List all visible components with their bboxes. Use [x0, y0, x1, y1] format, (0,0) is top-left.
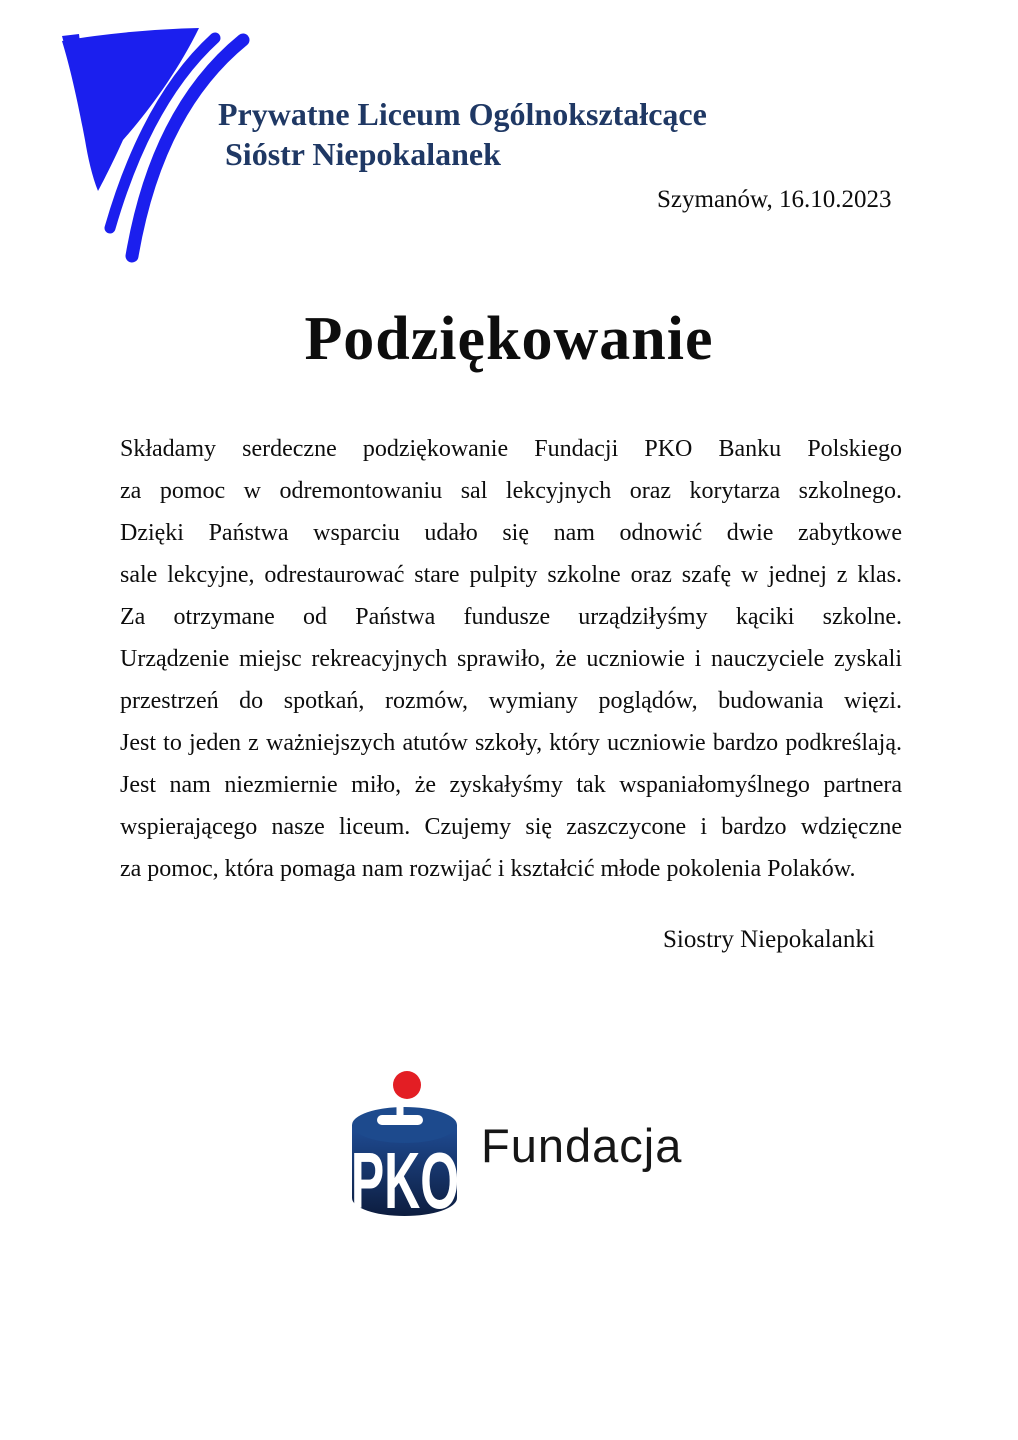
pko-fundacja-logo: [345, 1052, 745, 1226]
body-line: wspierającego nasze liceum. Czujemy się zaszczycone i bardzo wdzięczne: [120, 814, 902, 840]
body-line: sale lekcyjne, odrestaurować stare pulpity szkolne oraz szafę w jednej z klas.: [120, 562, 902, 588]
body-line: za pomoc w odremontowaniu sal lekcyjnych oraz korytarza szkolnego.: [120, 478, 902, 504]
signature: Siostry Niepokalanki: [663, 926, 875, 953]
coin-drop-notch: [397, 1101, 404, 1117]
coin-icon: [393, 1071, 421, 1099]
school-name-line1: Prywatne Liceum Ogólnokształcące: [218, 96, 707, 132]
body-line: przestrzeń do spotkań, rozmów, wymiany poglądów, budowania więzi.: [120, 688, 902, 714]
fundacja-label: Fundacja: [481, 1119, 683, 1172]
letter-body: [120, 428, 902, 890]
pko-letters: PKO: [350, 1137, 460, 1226]
coin-slot: [377, 1115, 423, 1125]
place-and-date: Szymanów, 16.10.2023: [657, 186, 892, 213]
pko-moneybox-icon: [345, 1052, 462, 1226]
school-name-line2: Sióstr Niepokalanek: [225, 136, 501, 172]
body-line: Składamy serdeczne podziękowanie Fundacji PKO Banku Polskiego: [120, 436, 902, 462]
body-line: Za otrzymane od Państwa fundusze urządziłyśmy kąciki szkolne.: [120, 604, 902, 630]
body-line: Dzięki Państwa wsparciu udało się nam odnowić dwie zabytkowe: [120, 520, 902, 546]
school-name: [218, 94, 707, 174]
body-line: za pomoc, która pomaga nam rozwijać i kształcić młode pokolenia Polaków.: [120, 856, 856, 882]
body-line: Jest nam niezmiernie miło, że zyskałyśmy tak wspaniałomyślnego partnera: [120, 772, 902, 798]
page-title: Podziękowanie: [304, 305, 714, 373]
body-line: Jest to jeden z ważniejszych atutów szkoły, który uczniowie bardzo podkreślają.: [120, 730, 902, 756]
body-line: Urządzenie miejsc rekreacyjnych sprawiło, że uczniowie i nauczyciele zyskali: [120, 646, 902, 672]
